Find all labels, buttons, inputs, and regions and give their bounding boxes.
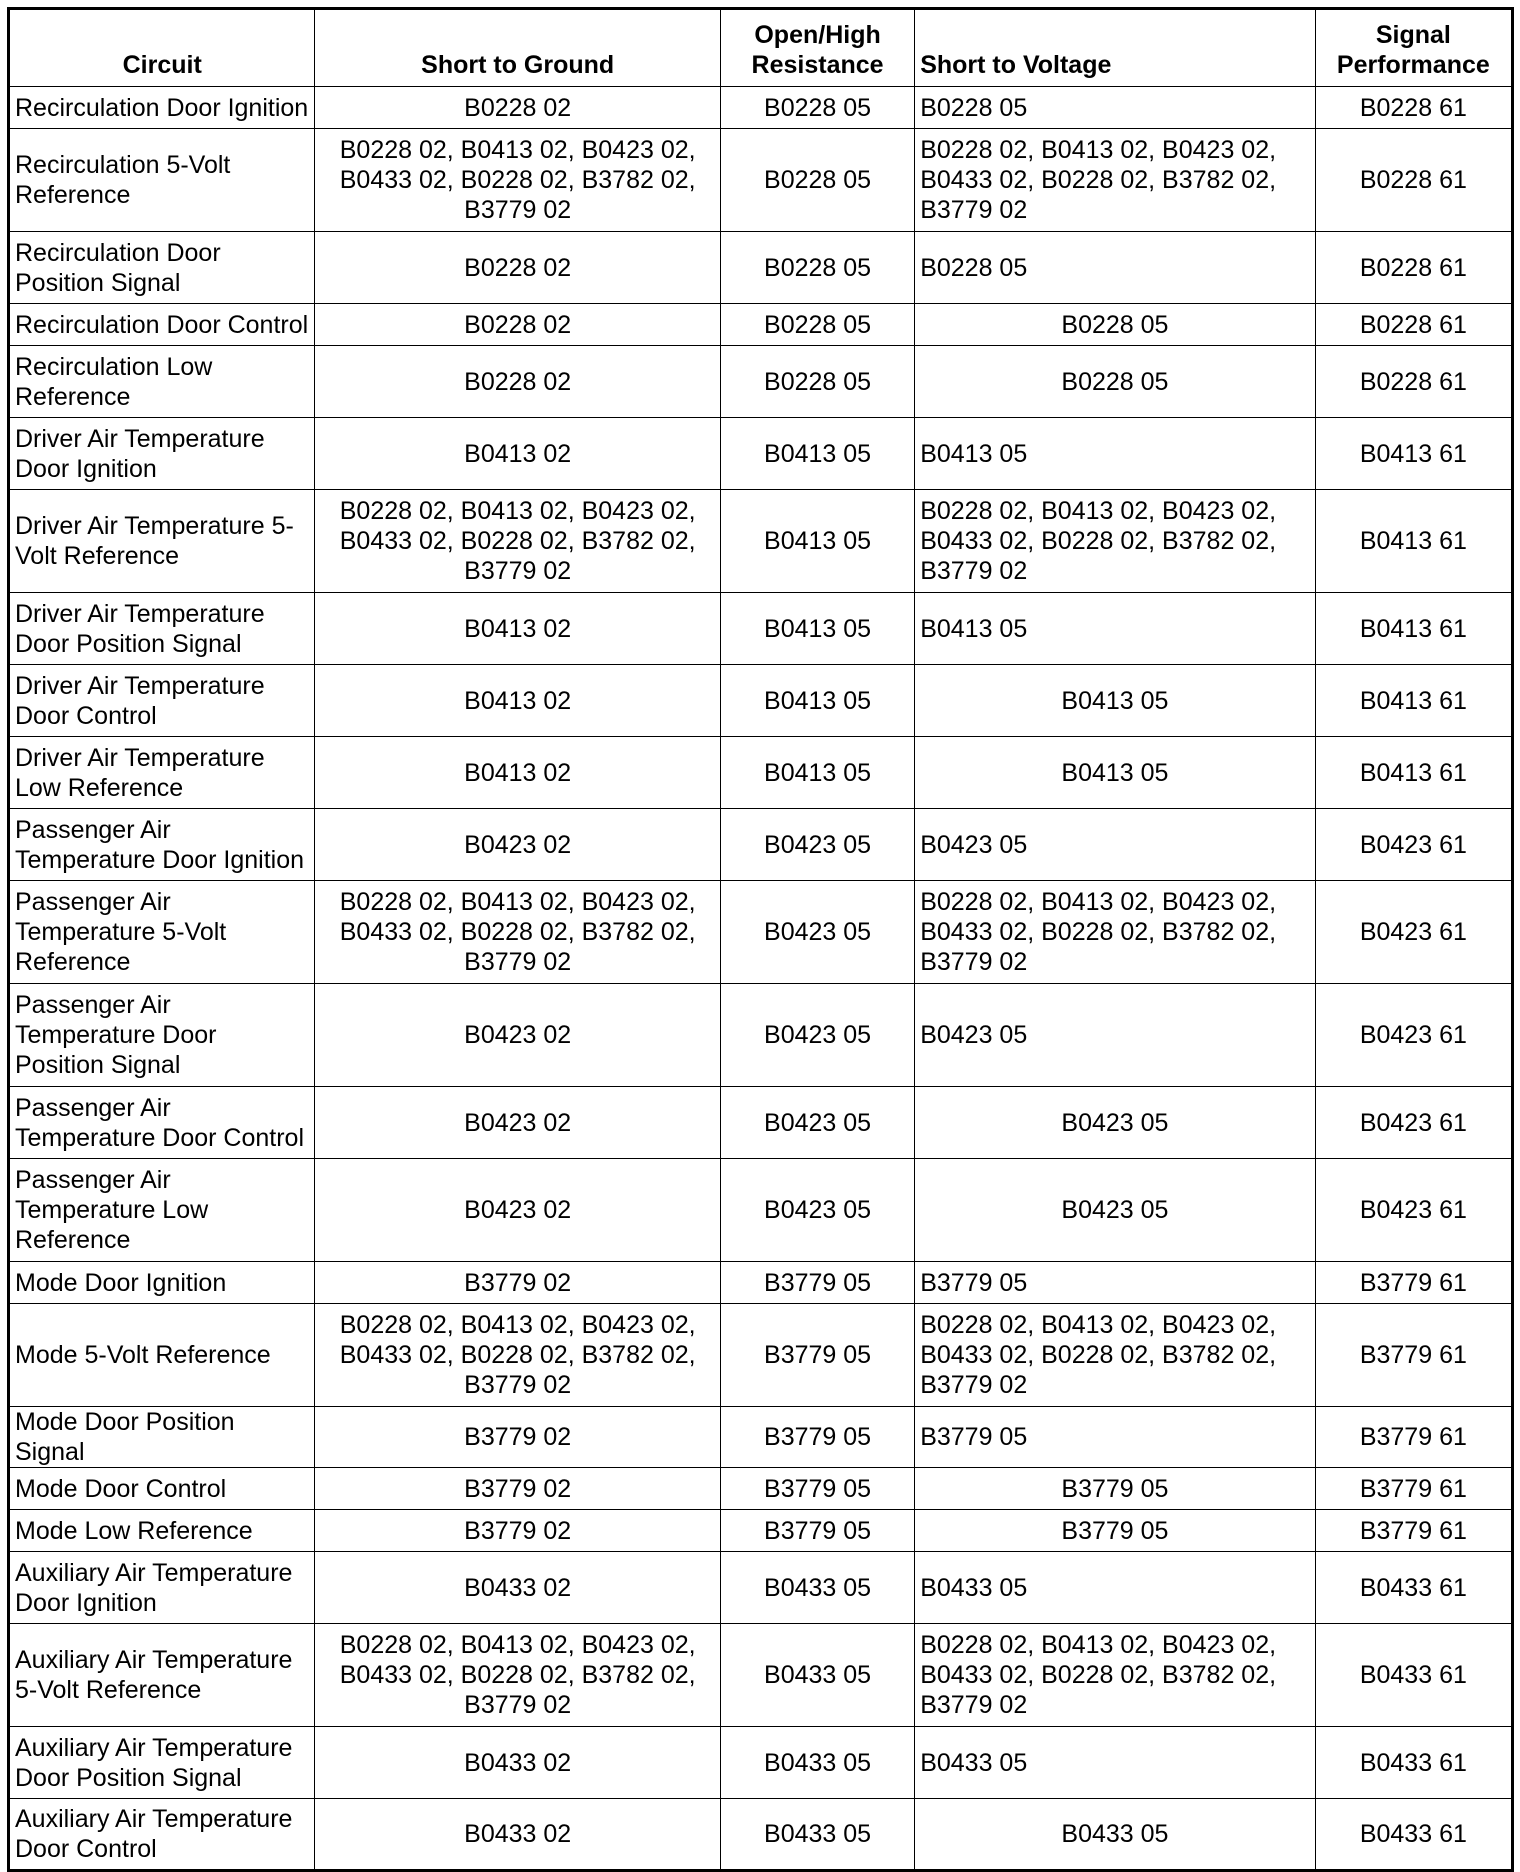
open-high-resistance-cell: B0228 05: [720, 304, 914, 346]
short-to-voltage-cell: B0228 05: [915, 87, 1316, 129]
short-to-ground-cell: B3779 02: [315, 1468, 721, 1510]
short-to-ground-cell: B0228 02, B0413 02, B0423 02, B0433 02, B0228 02, B3782 02, B3779 02: [315, 1624, 721, 1727]
table-row: [9, 1727, 1513, 1799]
open-high-resistance-cell: B0433 05: [720, 1552, 914, 1624]
signal-performance-cell: B3779 61: [1315, 1304, 1512, 1407]
circuit-cell: Passenger Air Temperature Door Position Signal: [9, 984, 315, 1087]
open-high-resistance-cell: B0433 05: [720, 1727, 914, 1799]
short-to-voltage-cell: B0228 02, B0413 02, B0423 02, B0433 02, B0228 02, B3782 02, B3779 02: [915, 490, 1316, 593]
signal-performance-cell: B0433 61: [1315, 1727, 1512, 1799]
circuit-cell: Passenger Air Temperature Low Reference: [9, 1159, 315, 1262]
short-to-ground-cell: B3779 02: [315, 1510, 721, 1552]
circuit-cell: Mode Door Position Signal: [9, 1407, 315, 1468]
short-to-voltage-cell: B0413 05: [915, 737, 1316, 809]
header-signal-performance: Signal Performance: [1315, 9, 1512, 87]
short-to-ground-cell: B0413 02: [315, 418, 721, 490]
open-high-resistance-cell: B0228 05: [720, 129, 914, 232]
circuit-cell: Recirculation Door Control: [9, 304, 315, 346]
signal-performance-cell: B0423 61: [1315, 1159, 1512, 1262]
short-to-ground-cell: B0423 02: [315, 1087, 721, 1159]
table-row: [9, 809, 1513, 881]
short-to-voltage-cell: B0228 02, B0413 02, B0423 02, B0433 02, B0228 02, B3782 02, B3779 02: [915, 129, 1316, 232]
signal-performance-cell: B0228 61: [1315, 346, 1512, 418]
table-row: [9, 1262, 1513, 1304]
short-to-voltage-cell: B3779 05: [915, 1468, 1316, 1510]
header-row: [9, 9, 1513, 87]
table-row: [9, 304, 1513, 346]
circuit-cell: Passenger Air Temperature 5-Volt Reference: [9, 881, 315, 984]
circuit-cell: Recirculation Door Ignition: [9, 87, 315, 129]
circuit-cell: Driver Air Temperature Low Reference: [9, 737, 315, 809]
short-to-voltage-cell: B0228 02, B0413 02, B0423 02, B0433 02, B0228 02, B3782 02, B3779 02: [915, 1304, 1316, 1407]
circuit-cell: Passenger Air Temperature Door Control: [9, 1087, 315, 1159]
circuit-cell: Auxiliary Air Temperature Door Control: [9, 1799, 315, 1871]
table-row: [9, 1468, 1513, 1510]
signal-performance-cell: B0413 61: [1315, 490, 1512, 593]
table-row: [9, 418, 1513, 490]
circuit-cell: Passenger Air Temperature Door Ignition: [9, 809, 315, 881]
open-high-resistance-cell: B0423 05: [720, 1087, 914, 1159]
table-row: [9, 881, 1513, 984]
table-row: [9, 1407, 1513, 1468]
circuit-cell: Mode Door Control: [9, 1468, 315, 1510]
short-to-ground-cell: B0228 02: [315, 232, 721, 304]
circuit-cell: Auxiliary Air Temperature 5-Volt Reference: [9, 1624, 315, 1727]
table-row: [9, 1552, 1513, 1624]
circuit-cell: Driver Air Temperature 5-Volt Reference: [9, 490, 315, 593]
header-open-high-resistance: Open/High Resistance: [720, 9, 914, 87]
dtc-circuit-table: [7, 7, 1514, 1872]
short-to-ground-cell: B0413 02: [315, 665, 721, 737]
short-to-voltage-cell: B0423 05: [915, 1087, 1316, 1159]
open-high-resistance-cell: B3779 05: [720, 1407, 914, 1468]
short-to-ground-cell: B3779 02: [315, 1262, 721, 1304]
table-row: [9, 1510, 1513, 1552]
table-row: [9, 593, 1513, 665]
signal-performance-cell: B0413 61: [1315, 665, 1512, 737]
table-row: [9, 665, 1513, 737]
circuit-cell: Mode 5-Volt Reference: [9, 1304, 315, 1407]
open-high-resistance-cell: B0423 05: [720, 881, 914, 984]
header-circuit: Circuit: [9, 9, 315, 87]
short-to-voltage-cell: B0228 02, B0413 02, B0423 02, B0433 02, B0228 02, B3782 02, B3779 02: [915, 1624, 1316, 1727]
open-high-resistance-cell: B0413 05: [720, 490, 914, 593]
open-high-resistance-cell: B0413 05: [720, 665, 914, 737]
short-to-ground-cell: B0228 02, B0413 02, B0423 02, B0433 02, B0228 02, B3782 02, B3779 02: [315, 1304, 721, 1407]
signal-performance-cell: B3779 61: [1315, 1407, 1512, 1468]
short-to-ground-cell: B0413 02: [315, 593, 721, 665]
short-to-ground-cell: B0423 02: [315, 984, 721, 1087]
table-row: [9, 490, 1513, 593]
open-high-resistance-cell: B0228 05: [720, 87, 914, 129]
short-to-ground-cell: B0228 02: [315, 304, 721, 346]
short-to-ground-cell: B0433 02: [315, 1552, 721, 1624]
signal-performance-cell: B0413 61: [1315, 418, 1512, 490]
circuit-cell: Recirculation 5-Volt Reference: [9, 129, 315, 232]
short-to-ground-cell: B0423 02: [315, 809, 721, 881]
circuit-cell: Driver Air Temperature Door Position Signal: [9, 593, 315, 665]
short-to-voltage-cell: B0228 05: [915, 232, 1316, 304]
signal-performance-cell: B0423 61: [1315, 881, 1512, 984]
open-high-resistance-cell: B0228 05: [720, 346, 914, 418]
circuit-cell: Auxiliary Air Temperature Door Ignition: [9, 1552, 315, 1624]
table-row: [9, 984, 1513, 1087]
header-short-to-ground: Short to Ground: [315, 9, 721, 87]
short-to-voltage-cell: B0433 05: [915, 1727, 1316, 1799]
open-high-resistance-cell: B0423 05: [720, 984, 914, 1087]
signal-performance-cell: B0413 61: [1315, 593, 1512, 665]
short-to-voltage-cell: B0423 05: [915, 809, 1316, 881]
short-to-voltage-cell: B3779 05: [915, 1407, 1316, 1468]
table-row: [9, 737, 1513, 809]
short-to-voltage-cell: B0423 05: [915, 1159, 1316, 1262]
signal-performance-cell: B0228 61: [1315, 87, 1512, 129]
open-high-resistance-cell: B0423 05: [720, 1159, 914, 1262]
open-high-resistance-cell: B3779 05: [720, 1510, 914, 1552]
signal-performance-cell: B0228 61: [1315, 304, 1512, 346]
short-to-voltage-cell: B0228 05: [915, 304, 1316, 346]
short-to-voltage-cell: B0413 05: [915, 665, 1316, 737]
open-high-resistance-cell: B0423 05: [720, 809, 914, 881]
short-to-voltage-cell: B0423 05: [915, 984, 1316, 1087]
circuit-cell: Driver Air Temperature Door Ignition: [9, 418, 315, 490]
open-high-resistance-cell: B0433 05: [720, 1799, 914, 1871]
open-high-resistance-cell: B0228 05: [720, 232, 914, 304]
table-row: [9, 129, 1513, 232]
short-to-voltage-cell: B0433 05: [915, 1799, 1316, 1871]
short-to-ground-cell: B0228 02, B0413 02, B0423 02, B0433 02, B0228 02, B3782 02, B3779 02: [315, 881, 721, 984]
circuit-cell: Auxiliary Air Temperature Door Position Signal: [9, 1727, 315, 1799]
short-to-ground-cell: B0228 02: [315, 346, 721, 418]
signal-performance-cell: B0228 61: [1315, 129, 1512, 232]
signal-performance-cell: B0413 61: [1315, 737, 1512, 809]
table-row: [9, 1304, 1513, 1407]
short-to-voltage-cell: B0228 05: [915, 346, 1316, 418]
signal-performance-cell: B3779 61: [1315, 1468, 1512, 1510]
signal-performance-cell: B0423 61: [1315, 984, 1512, 1087]
short-to-ground-cell: B0433 02: [315, 1727, 721, 1799]
open-high-resistance-cell: B0413 05: [720, 593, 914, 665]
open-high-resistance-cell: B0413 05: [720, 418, 914, 490]
short-to-voltage-cell: B0433 05: [915, 1552, 1316, 1624]
signal-performance-cell: B0433 61: [1315, 1624, 1512, 1727]
signal-performance-cell: B0423 61: [1315, 1087, 1512, 1159]
signal-performance-cell: B0423 61: [1315, 809, 1512, 881]
circuit-cell: Recirculation Low Reference: [9, 346, 315, 418]
table-row: [9, 1087, 1513, 1159]
short-to-ground-cell: B0228 02: [315, 87, 721, 129]
table-row: [9, 1159, 1513, 1262]
table-row: [9, 87, 1513, 129]
signal-performance-cell: B0433 61: [1315, 1799, 1512, 1871]
short-to-voltage-cell: B0413 05: [915, 593, 1316, 665]
short-to-ground-cell: B0228 02, B0413 02, B0423 02, B0433 02, B0228 02, B3782 02, B3779 02: [315, 129, 721, 232]
table-row: [9, 232, 1513, 304]
short-to-voltage-cell: B0413 05: [915, 418, 1316, 490]
circuit-cell: Mode Door Ignition: [9, 1262, 315, 1304]
table-row: [9, 1624, 1513, 1727]
short-to-voltage-cell: B0228 02, B0413 02, B0423 02, B0433 02, B0228 02, B3782 02, B3779 02: [915, 881, 1316, 984]
signal-performance-cell: B3779 61: [1315, 1262, 1512, 1304]
table-row: [9, 1799, 1513, 1871]
short-to-ground-cell: B0423 02: [315, 1159, 721, 1262]
open-high-resistance-cell: B3779 05: [720, 1468, 914, 1510]
short-to-voltage-cell: B3779 05: [915, 1510, 1316, 1552]
signal-performance-cell: B0433 61: [1315, 1552, 1512, 1624]
short-to-ground-cell: B0228 02, B0413 02, B0423 02, B0433 02, B0228 02, B3782 02, B3779 02: [315, 490, 721, 593]
open-high-resistance-cell: B3779 05: [720, 1304, 914, 1407]
signal-performance-cell: B0228 61: [1315, 232, 1512, 304]
open-high-resistance-cell: B3779 05: [720, 1262, 914, 1304]
circuit-cell: Driver Air Temperature Door Control: [9, 665, 315, 737]
short-to-ground-cell: B0433 02: [315, 1799, 721, 1871]
circuit-cell: Mode Low Reference: [9, 1510, 315, 1552]
short-to-ground-cell: B0413 02: [315, 737, 721, 809]
short-to-ground-cell: B3779 02: [315, 1407, 721, 1468]
open-high-resistance-cell: B0433 05: [720, 1624, 914, 1727]
open-high-resistance-cell: B0413 05: [720, 737, 914, 809]
signal-performance-cell: B3779 61: [1315, 1510, 1512, 1552]
short-to-voltage-cell: B3779 05: [915, 1262, 1316, 1304]
table-body: [9, 87, 1513, 1871]
circuit-cell: Recirculation Door Position Signal: [9, 232, 315, 304]
header-short-to-voltage: Short to Voltage: [915, 9, 1316, 87]
table-row: [9, 346, 1513, 418]
